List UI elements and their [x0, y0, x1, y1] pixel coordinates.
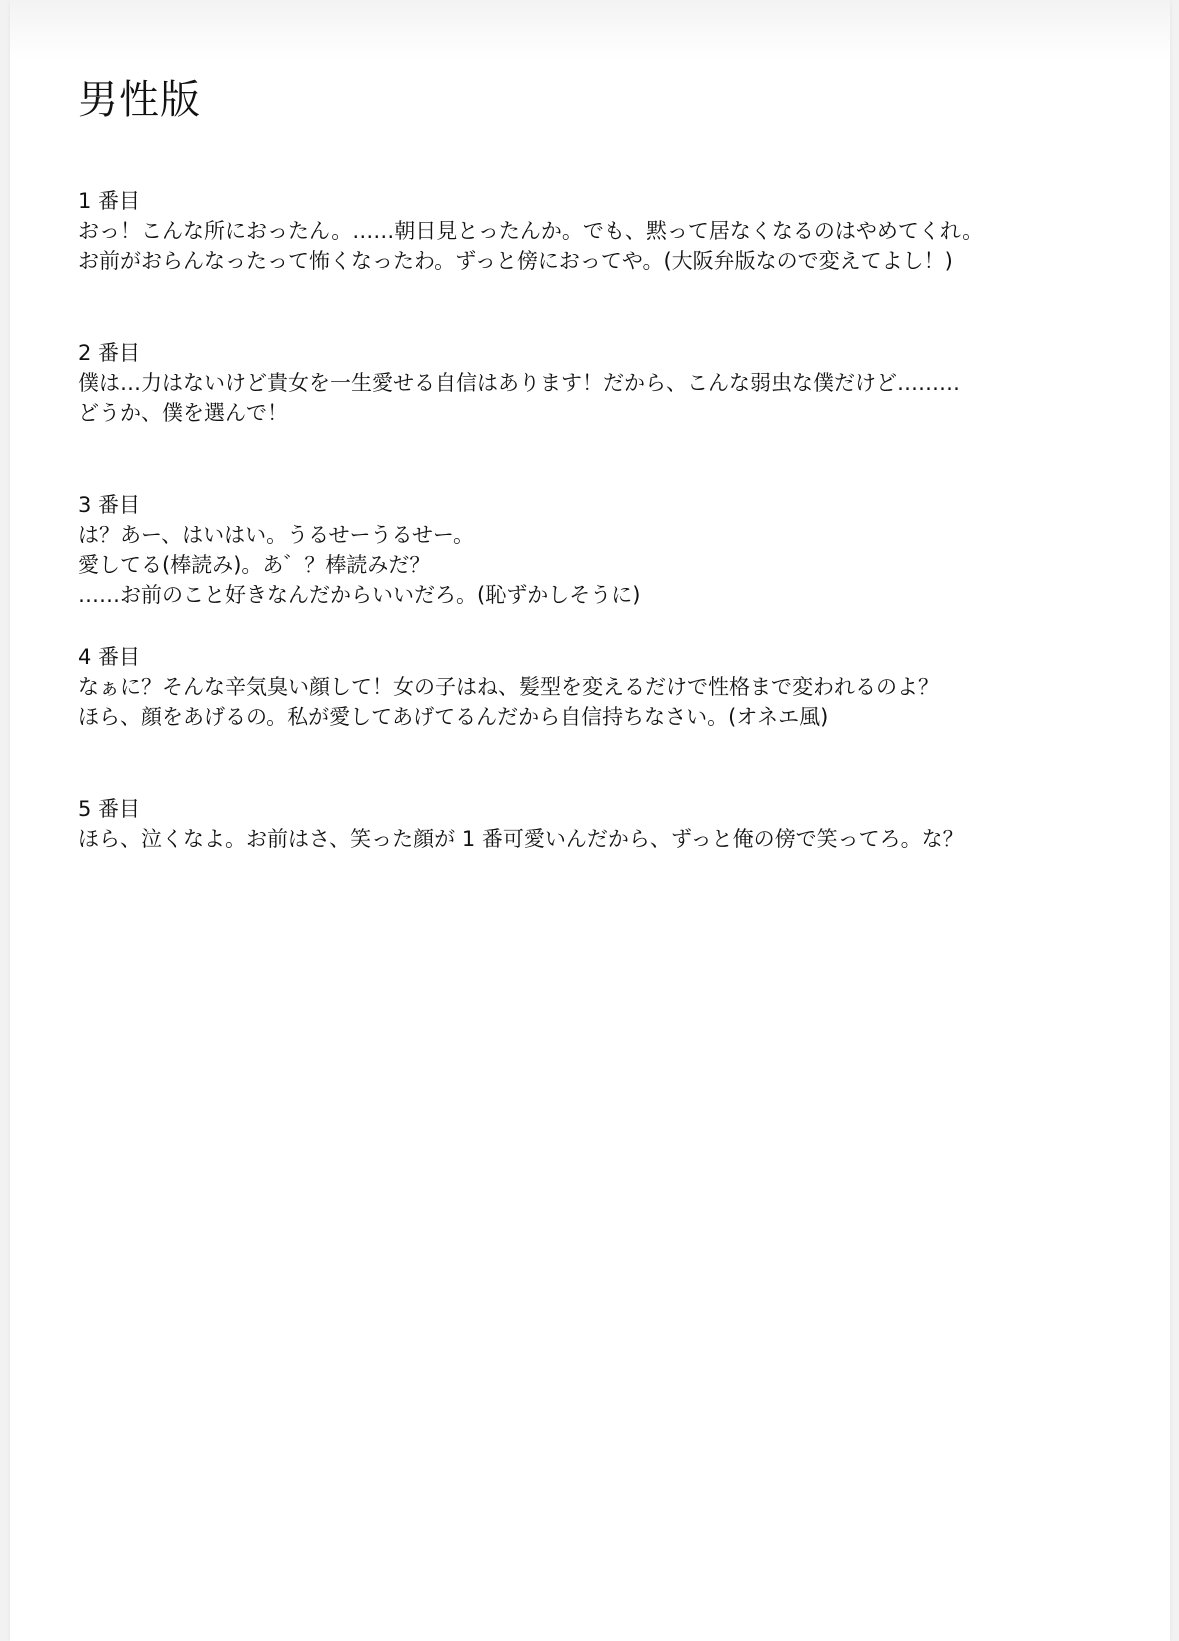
section-line: お前がおらんなったって怖くなったわ。ずっと傍におってや。(大阪弁版なので変えてよし！) [78, 249, 953, 273]
section-heading: 3 番目 [78, 493, 141, 517]
section-heading: 5 番目 [78, 797, 141, 821]
section-line: どうか、僕を選んで！ [78, 401, 288, 425]
section-1 [78, 186, 1138, 338]
section-4 [78, 642, 1138, 794]
section-line: 愛してる(棒読み)。あ゛？棒読みだ？ [78, 553, 431, 577]
sections-list [78, 186, 1138, 946]
section-line: は？あー、はいはい。うるせーうるせー。 [78, 523, 475, 547]
section-heading: 4 番目 [78, 645, 141, 669]
section-line: なぁに？そんな辛気臭い顔して！女の子はね、髪型を変えるだけで性格まで変われるのよ？ [78, 675, 939, 699]
section-line: ……お前のこと好きなんだからいいだろ。(恥ずかしそうに) [78, 583, 641, 607]
section-line: ほら、顔をあげるの。私が愛してあげてるんだから自信持ちなさい。(オネエ風) [78, 705, 829, 729]
section-3 [78, 490, 1138, 642]
section-line: おっ！こんな所におったん。……朝日見とったんか。でも、黙って居なくなるのはやめてくれ。 [78, 219, 984, 243]
section-heading: 2 番目 [78, 341, 141, 365]
section-heading: 1 番目 [78, 189, 141, 213]
section-line: 僕は…力はないけど貴女を一生愛せる自信はあります！だから、こんな弱虫な僕だけど……… [78, 371, 960, 395]
section-2 [78, 338, 1138, 490]
section-5 [78, 794, 1138, 946]
page-title: 男性版 [78, 77, 201, 123]
section-line: ほら、泣くなよ。お前はさ、笑った顔が 1 番可愛いんだから、ずっと俺の傍で笑ってろ。な？ [78, 827, 964, 851]
document-page [10, 0, 1170, 1641]
